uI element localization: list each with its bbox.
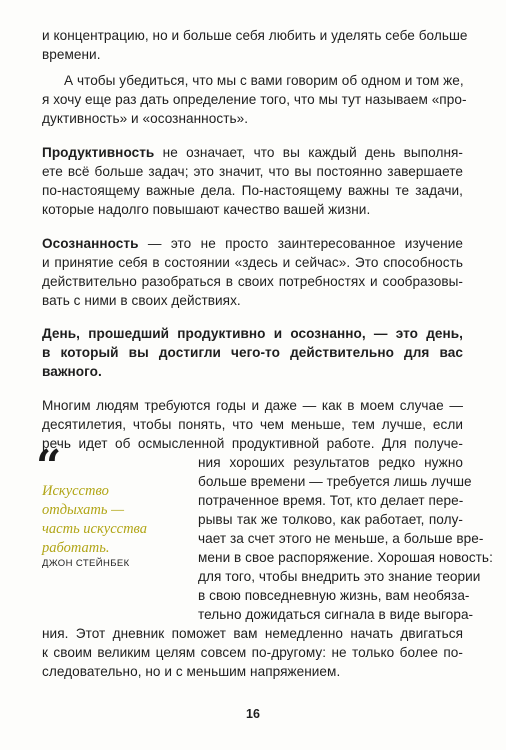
paragraph-line: потраченное время. Тот, кто делает пере- [198,493,464,508]
definition-productivity-line: Продуктивность не означает, что вы каждый день выполня- [42,145,463,160]
paragraph-line: ния. Этот дневник поможет вам немедленно начать двигаться [42,626,463,641]
paragraph-line: больше времени — требуется лишь лучше [198,474,472,489]
paragraph-line: ния хороших результатов редко нужно [198,455,463,470]
paragraph-line: десятилетия, чтобы понять, что чем меньше, тем лучше, если [42,417,463,432]
paragraph-line: рывы так же толково, как работает, полу- [198,512,463,527]
highlight-line: День, прошедший продуктивно и осознанно, — это день, [42,326,463,341]
paragraph-line: мени в свое распоряжение. Хорошая новость: [198,550,493,565]
paragraph-line: я хочу еще раз дать определение того, что мы тут называем «про- [42,92,467,107]
paragraph-line: для того, чтобы внедрить это знание теории [198,569,481,584]
paragraph-line: следовательно, но и с меньшим напряжением. [42,664,341,679]
paragraph-line: времени. [42,47,101,62]
page-number: 16 [246,707,260,721]
definition-mindfulness-line: Осознанность — это не просто заинтересованное изучение [42,236,463,251]
highlight-line: в который вы достигли чего-то действительно для вас [42,345,463,360]
quote-line: Искусство [42,483,109,499]
paragraph-line: которые надолго повышают качество вашей жизни. [42,202,371,217]
paragraph-line: тельно дожидаться сигнала в виде выгора- [198,607,474,622]
paragraph-line: по-настоящему важные дела. По-настоящему важны те задачи, [42,183,463,198]
paragraph-line: ете всё больше задач; это значит, что вы постоянно завершаете [42,164,463,179]
term-mindfulness: Осознанность [42,236,139,251]
term-productivity: Продуктивность [42,145,155,160]
highlight-line: важного. [42,364,102,379]
quote-mark-icon: “ [36,441,62,492]
paragraph-line: и принятие себя в состоянии «здесь и сейчас». Это способность [42,255,463,270]
paragraph-line: действительно разобраться в своих потребностях и сообразовы- [42,274,463,289]
paragraph-line: вать с ними в своих действиях. [42,293,241,308]
paragraph-line: речь идет об осмысленной продуктивной работе. Для получе- [42,436,463,451]
paragraph-line: А чтобы убедиться, что мы с вами говорим об одном и том же, [64,73,464,88]
paragraph-line: к своим великим целям совсем по-другому: не только более по- [42,645,463,660]
quote-line: часть искусства [42,521,147,537]
paragraph-line: дуктивность» и «осознанность». [42,111,249,126]
quote-line: отдыхать — [42,502,124,518]
quote-line: работать. [42,540,110,556]
quote-author: ДЖОН СТЕЙНБЕК [42,558,130,569]
paragraph-line: в свою повседневную жизнь, вам необяза- [198,588,470,603]
paragraph-line: чает за счет этого не меньше, а больше вре- [198,531,484,546]
paragraph-line: Многим людям требуются годы и даже — как в моем случае — [42,398,463,413]
paragraph-line: и концентрацию, но и больше себя любить и уделять себе больше [42,28,468,43]
